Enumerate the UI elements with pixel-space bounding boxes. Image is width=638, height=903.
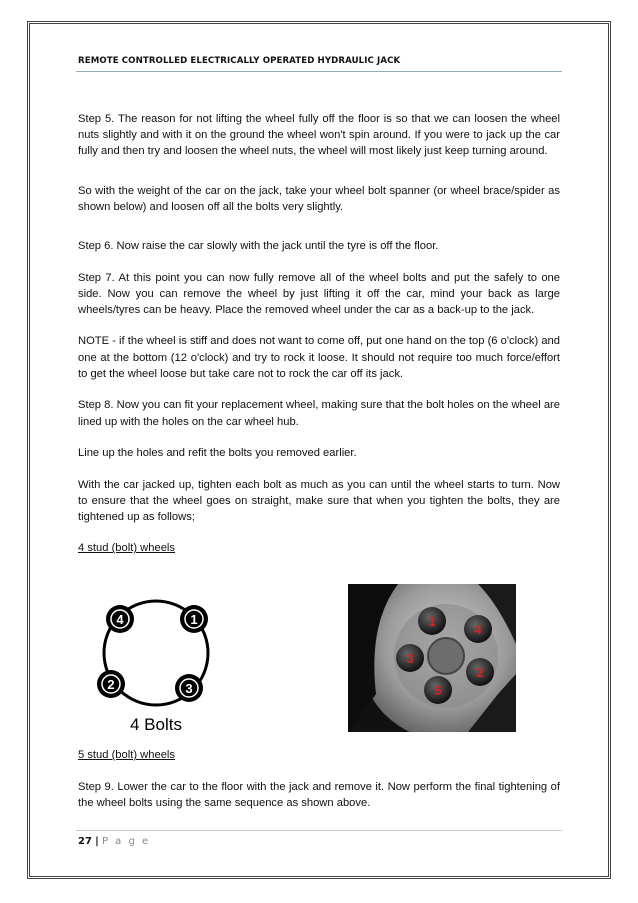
paragraph-step8: Step 8. Now you can fit your replacement wheel, making sure that the bolt holes on the wheel are lined up with the holes on the car wheel hub. [78,399,560,428]
svg-text:1: 1 [428,614,436,629]
svg-text:2: 2 [107,677,115,692]
five-bolt-wheel-photo [348,584,516,732]
page-number: 27 [78,836,92,847]
paragraph-step6: Step 6. Now raise the car slowly with the jack until the tyre is off the floor. [78,240,439,253]
page-footer [78,836,150,847]
svg-text:3: 3 [185,681,193,696]
paragraph-step7: Step 7. At this point you can now fully remove all of the wheel bolts and put the safely to one side. Now you can remove the wheel by just lifting it off the car, mind your back as large wheels/tyres can be heavy. Place the removed wheel under the car as a back-up to the jack. [78,271,560,316]
nut-1 [418,607,446,635]
svg-text:2: 2 [476,665,484,680]
page-word: P a g e [101,836,151,847]
paragraph-note: NOTE - if the wheel is stiff and does not want to come off, put one hand on the top (6 o'clock) and one at the bottom (12 o'clock) and try to rock it loose. It should not require too much force/effort to get the wheel loose but take care not to rock the car off its jack. [78,335,560,380]
subheading-5-stud: 5 stud (bolt) wheels [78,749,176,761]
paragraph-step5: Step 5. The reason for not lifting the wheel fully off the floor is so that we can loosen the wheel nuts slightly and with it on the ground the wheel won't spin around. If you were to jack up the car fully and then try and loosen the wheel nuts, the wheel will most likely just keep turning around. [78,113,560,158]
bolt-2 [97,670,125,698]
footer-divider [76,830,562,831]
four-bolt-caption: 4 Bolts [130,715,182,734]
body-text [78,111,560,572]
svg-text:5: 5 [434,683,442,698]
nut-5 [424,676,452,704]
svg-text:4: 4 [116,612,124,627]
nut-3 [396,644,424,672]
paragraph-tighten: With the car jacked up, tighten each bolt as much as you can until the wheel starts to turn. Now to ensure that the wheel goes on straight, make sure that when you tighten the bolts, they are tightened up as follows; [78,478,560,523]
bolt-3 [175,674,203,702]
svg-text:1: 1 [190,612,198,627]
paragraph-step9: Step 9. Lower the car to the floor with the jack and remove it. Now perform the final tightening of the wheel bolts using the same sequence as shown above. [78,780,560,809]
lower-text [78,747,560,826]
bolt-4 [106,605,134,633]
nut-4 [464,615,492,643]
paragraph-line-up: Line up the holes and refit the bolts you removed earlier. [78,447,357,460]
four-bolt-diagram [86,592,226,737]
paragraph-loosen-bolts: So with the weight of the car on the jack, take your wheel bolt spanner (or wheel brace/spider as shown below) and loosen off all the bolts very slightly. [78,184,560,213]
page-header-title: REMOTE CONTROLLED ELECTRICALLY OPERATED HYDRAULIC JACK [78,56,401,66]
subheading-4-stud: 4 stud (bolt) wheels [78,542,176,555]
header-divider [76,71,562,72]
svg-text:4: 4 [474,622,482,637]
footer-separator: | [95,836,99,847]
bolt-1 [180,605,208,633]
nut-2 [466,658,494,686]
svg-text:3: 3 [406,651,414,666]
